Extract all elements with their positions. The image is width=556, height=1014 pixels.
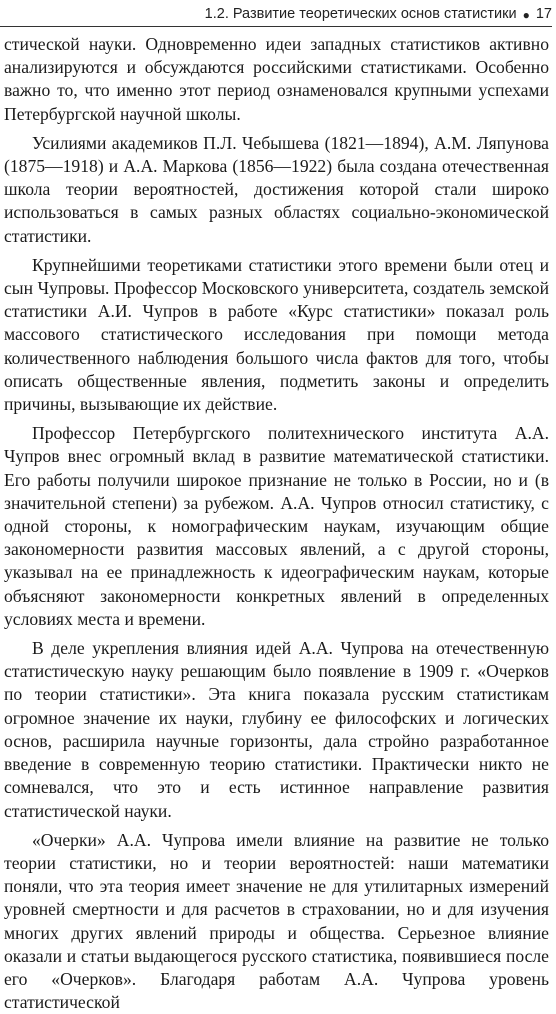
paragraph: Профессор Петербургского политехнического института А.А. Чупров внес огромный вклад в развитие математической статистики. Его работы получили широкое признание не только в России, но и (в значительной степени) за рубежом. А.А. Чупров относил статистику, с одной стороны, к номографическим наукам, изучающим общие закономерности развития массовых явлений, а с другой стороны, указывал на ее принадлежность к идеографическим наукам, которые объясняют закономерности конкретных явлений в определенных условиях места и времени.: [4, 423, 549, 629]
page-number: 17: [535, 6, 552, 22]
paragraph: «Очерки» А.А. Чупрова имели влияние на развитие не только теории статистики, но и теории вероятностей: наши математики поняли, что эта теория имеет значение не для утилитарных измерений уровней смертности и для расчетов в страховании, но и для изучения многих других явлений природы и общества. Серьезное влияние оказали и статьи выдающегося русского статистика, появившиеся после его «Очерков». Благодаря работам А.А. Чупрова уровень статистической: [4, 829, 549, 1013]
paragraph: В деле укрепления влияния идей А.А. Чупрова на отечественную статистическую науку решающим было появление в 1909 г. «Очерков по теории статистики». Эта книга показала русским статистикам огромное значение их науки, глубину ее философских и логических основ, расширила научные горизонты, дала стройно разработанное введение в современную теорию статистики. Практически никто не сомневался, что это и есть истинное направление развития статистической науки.: [4, 638, 549, 821]
running-title: 1.2. Развитие теоретических основ статистики: [204, 6, 517, 22]
paragraph-continued: стической науки. Одновременно идеи западных статистиков активно анализируются и обсуждаются российскими статистиками. Особенно важно то, что именно этот период ознаменовался крупными успехами Петербургской научной школы.: [4, 34, 549, 124]
running-header: [0, 0, 552, 27]
body-text: [4, 33, 549, 1014]
header-bullet-separator: ●: [522, 8, 530, 22]
paragraph: Усилиями академиков П.Л. Чебышева (1821—1894), А.М. Ляпунова (1875—1918) и А.А. Маркова (1856—1922) была создана отечественная школа теории вероятностей, достижения которой стали широко использоваться в самых разных областях социально-экономической статистики.: [4, 132, 549, 246]
paragraph: Крупнейшими теоретиками статистики этого времени были отец и сын Чупровы. Профессор Московского университета, создатель земской статистики А.И. Чупров в работе «Курс статистики» показал роль массового статистического исследования при помощи метода количественного наблюдения большого числа фактов для того, чтобы описать общественные явления, подметить законы и определить причины, вызывающие их действие.: [4, 254, 549, 415]
